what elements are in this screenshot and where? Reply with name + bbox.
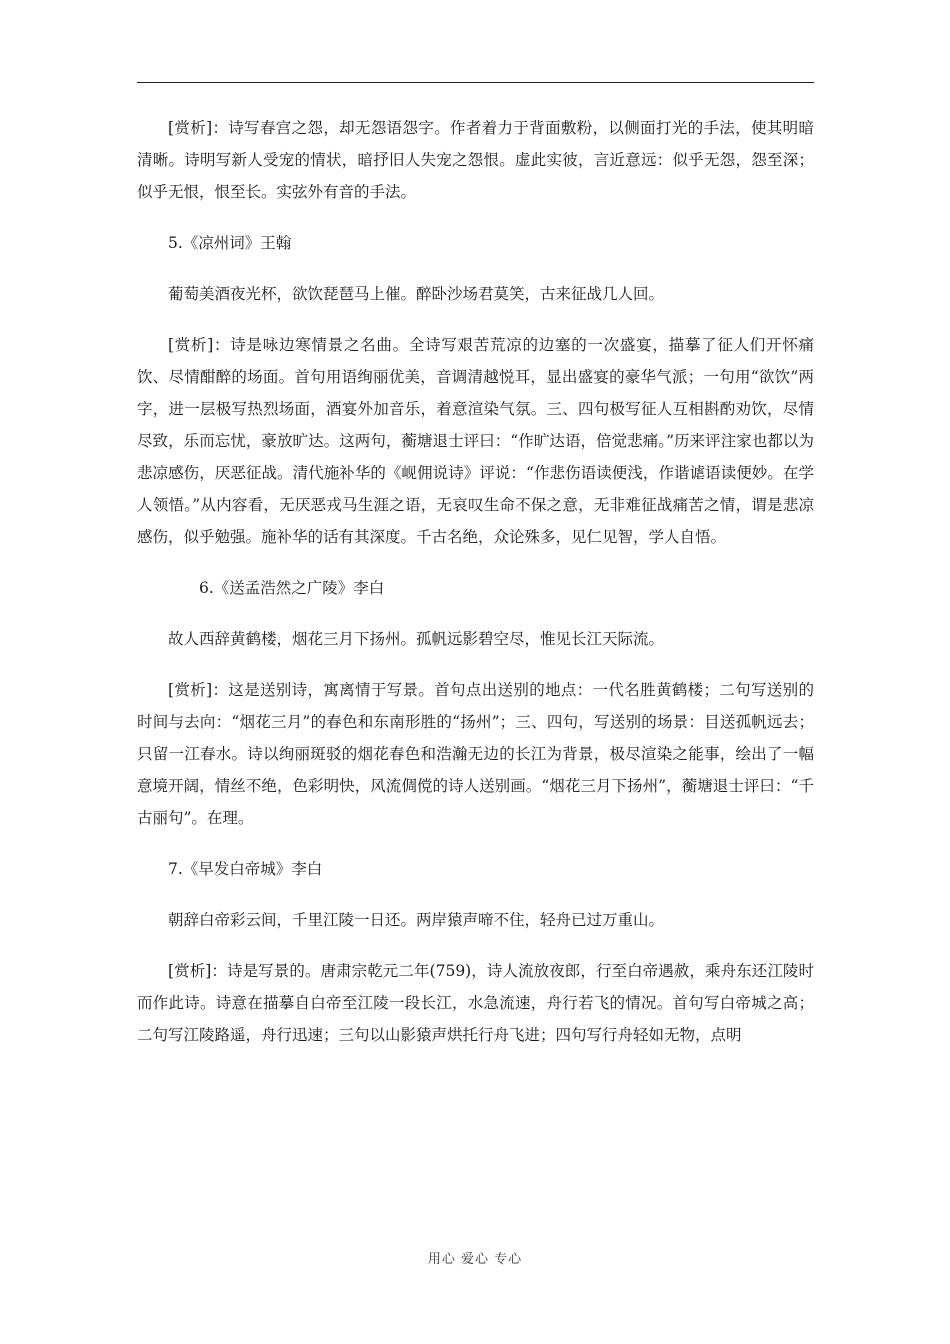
- page-footer: 用心 爱心 专心: [427, 1252, 523, 1267]
- poem-text-6: 故人西辞黄鹤楼，烟花三月下扬州。孤帆远影碧空尽，惟见长江天际流。: [168, 630, 665, 648]
- poem-title-5: 5.《凉州词》王翰: [168, 234, 292, 252]
- analysis-paragraph-5: [赏析]：诗是咏边寒情景之名曲。全诗写艰苦荒凉的边塞的一次盛宴，描摹了征人们开怀痛饮、尽情酣醉的场面。首句用语绚丽优美，音调清越悦耳，显出盛宴的豪华气派；一句用“欲饮”两字，进一层极写热烈场面，酒宴外加音乐，着意渲染气氛。三、四句极写征人互相斟酌劝饮，尽情尽致，乐而忘忧，豪放旷达。这两句，蘅塘退士评曰：“作旷达语，倍觉悲痛。”历来评注家也都以为悲凉感伤，厌恶征战。清代施补华的《岘佣说诗》评说：“作悲伤语读便浅，作谐谑语读便妙。在学人领悟。”从内容看，无厌恶戎马生涯之语，无哀叹生命不保之意，无非难征战痛苦之情，谓是悲凉感伤，似乎勉强。施补华的话有其深度。千古名绝，众论殊多，见仁见智，学人自悟。: [137, 336, 814, 546]
- poem-title-7: 7.《早发白帝城》李白: [168, 860, 323, 878]
- analysis-paragraph-7: [赏析]：诗是写景的。唐肃宗乾元二年(759)，诗人流放夜郎，行至白帝遇赦，乘舟东还江陵时而作此诗。诗意在描摹自白帝至江陵一段长江，水急流速，舟行若飞的情况。首句写白帝城之高；二句写江陵路遥，舟行迅速；三句以山影猿声烘托行舟飞进；四句写行舟轻如无物，点明: [137, 962, 814, 1044]
- poem-text-5: 葡萄美酒夜光杯，欲饮琵琶马上催。醉卧沙场君莫笑，古来征战几人回。: [168, 285, 665, 303]
- header-rule: [137, 82, 814, 83]
- poem-title-6: 6.《送孟浩然之广陵》李白: [199, 579, 385, 597]
- analysis-paragraph-4: [赏析]：诗写春宫之怨，却无怨语怨字。作者着力于背面敷粉，以侧面打光的手法，使其明暗清晰。诗明写新人受宠的情状，暗抒旧人失宠之怨恨。虚此实彼，言近意远：似乎无怨，怨至深；似乎无恨，恨至长。实弦外有音的手法。: [137, 119, 814, 201]
- poem-text-7: 朝辞白帝彩云间，千里江陵一日还。两岸猿声啼不住，轻舟已过万重山。: [168, 911, 665, 929]
- document-body: [137, 112, 814, 1051]
- analysis-paragraph-6: [赏析]：这是送别诗，寓离情于写景。首句点出送别的地点：一代名胜黄鹤楼；二句写送别的时间与去向：“烟花三月”的春色和东南形胜的“扬州”；三、四句，写送别的场景：目送孤帆远去；只留一江春水。诗以绚丽斑驳的烟花春色和浩瀚无边的长江为背景，极尽渲染之能事，绘出了一幅意境开阔，情丝不绝，色彩明快，风流倜傥的诗人送别画。“烟花三月下扬州”，蘅塘退士评曰：“千古丽句”。在理。: [137, 681, 814, 827]
